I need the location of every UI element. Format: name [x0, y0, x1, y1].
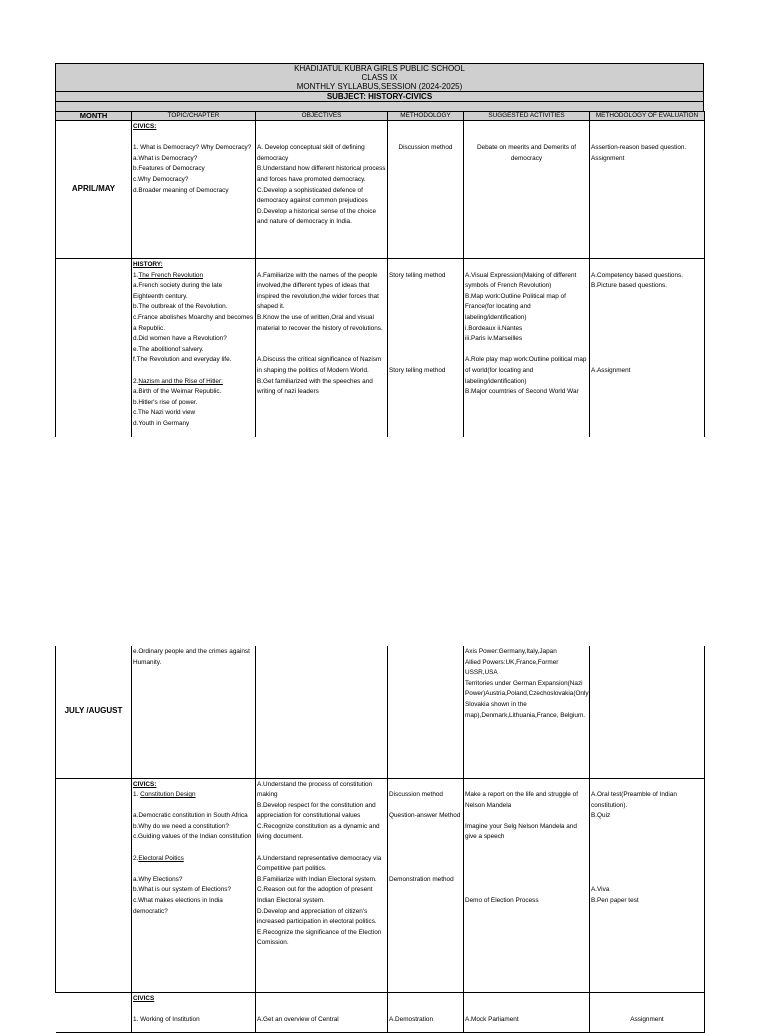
school-name: KHADIJATUL KUBRA GIRLS PUBLIC SCHOOL: [294, 64, 465, 73]
activities-cell: [464, 646, 590, 778]
activity-text: Debate on meerits and Demerits of democracy: [476, 144, 578, 162]
col-activities: SUGGESTED ACTIVITIES: [464, 112, 590, 121]
methodology-cell: [388, 646, 464, 778]
topic-item: d.Broader meaning of Democracy: [133, 186, 229, 194]
evaluation-item: B.Pen paper test: [591, 897, 639, 905]
col-objectives: OBJECTIVES: [256, 112, 388, 121]
month-july-august: JULY /AUGUST: [56, 646, 132, 778]
topic-item: a.Democratic constitution in South Africa: [133, 812, 248, 820]
subject-title: SUBJECT: HISTORY-CIVICS: [56, 91, 703, 101]
objective-item: B.Familiarize with Indian Electoral system.: [257, 875, 377, 883]
topic-title: 1. What is Democracy? Why Democracy?: [133, 144, 252, 152]
evaluation-item: A.Assignment: [591, 366, 631, 374]
evaluation-cell: [590, 121, 705, 259]
objective-item: B.Develop respect for the constitution and appreciation for constitutional values: [257, 801, 380, 820]
topic-item: a.French society during the late Eighteenth century.: [133, 282, 224, 300]
activity-item: Make a report on the life and struggle of Nelson Mandela: [465, 791, 580, 809]
methodology-cell: [388, 992, 464, 1032]
header-spacer: [56, 101, 703, 111]
activity-item: Axis Power:Germany,Italy,Japan: [465, 648, 557, 655]
topic-item: c.What makes elections in India democratic?: [133, 897, 225, 915]
table-row-nazi-continued: [56, 646, 705, 778]
objective-item: E.Recognize the significance of the Election Comission.: [257, 928, 384, 947]
activity-item: B.Major coumtries of Second World War: [465, 388, 579, 396]
activities-cell: [464, 121, 590, 259]
methodology-text: A.Demostration: [389, 1015, 434, 1023]
evaluation-item: A.Oral test(Preamble of Indian constitution).: [591, 791, 679, 809]
topic-cell: [132, 778, 256, 992]
objective-item: A.Get an overview of Central: [257, 1015, 339, 1023]
month-empty: [56, 992, 132, 1032]
objective-item: C.Recognize constitution as a dynamic and living document.: [257, 822, 382, 841]
activity-item: Territories under German Expansion(Nazi Power)Austria,Poland,Czechoslovakia(Only Slovakia shown in the map),Denmark,Lithuania,France, Belgium.: [465, 679, 591, 719]
objective-item: C.Develop a sophisticated defence of democracy against common prejudices: [257, 186, 368, 205]
methodology-cell: [388, 121, 464, 259]
topic-item: d.Did women have a Revolution?: [133, 335, 227, 343]
civics-label: CIVICS:: [133, 780, 157, 788]
month-empty: [56, 778, 132, 992]
col-methodology: METHODOLOGY: [388, 112, 464, 121]
objective-item: A.Discuss the critical significance of Nazism in shaping the politics of Modern World.: [257, 356, 384, 374]
syllabus-title: MONTHLY SYLLABUS,SESSION (2024-2025): [296, 82, 463, 91]
month-april-may: APRIL/MAY: [56, 121, 132, 259]
activity-item: Allied Powers:UK,France,Former USSR,USA: [465, 658, 561, 677]
topic-number: 2.: [133, 854, 139, 862]
evaluation-cell: [590, 646, 705, 778]
topic-item: b.Why do we need a constitution?: [133, 822, 229, 830]
topic-item: b.Hitler's rise of power.: [133, 398, 198, 406]
topic-item: e.Ordinary people and the crimes against Humanity.: [133, 648, 252, 666]
objectives-cell: [256, 992, 388, 1032]
activity-item: Demo of Election Process: [465, 897, 539, 905]
evaluation-item: Assignment: [591, 154, 625, 162]
evaluation-item: Assignment: [630, 1015, 664, 1023]
evaluation-cell: [590, 778, 705, 992]
topic-title: Constitution Design: [140, 791, 196, 799]
methodology-text: Question-answer Method: [389, 812, 461, 820]
evaluation-item: B.Picture based questions.: [591, 282, 668, 290]
objective-item: D.Develop and appreciation of citizen's increased participation in electoral politics.: [257, 907, 377, 926]
col-topic: TOPIC/CHAPTER: [132, 112, 256, 121]
topic-title: Electoral Poitics: [138, 854, 184, 862]
topic-cell: [132, 121, 256, 259]
civics-label: CIVICS:: [133, 123, 157, 130]
evaluation-cell: [590, 259, 705, 437]
topic-number: 1.: [133, 271, 139, 279]
objective-item: B.Know the use of written,Oral and visual material to recover the history of revolutions.: [257, 313, 383, 332]
objective-item: A. Develop conceptual skill of defining democracy: [257, 144, 367, 162]
objective-item: C.Reason out for the adoption of present Indian Electoral system.: [257, 886, 375, 905]
objective-item: B.Get familiarized with the speeches and writing of nazi leaders: [257, 377, 375, 396]
objective-item: A.Familiarize with the names of the people involved,the different types of ideas that inspired the revolution,the wider forces that shaped it.: [257, 271, 381, 311]
topic-item: a.What is Democracy?: [133, 154, 198, 162]
objectives-cell: [256, 259, 388, 437]
objective-item: A.Understand representative democracy via Competitive part politics.: [257, 854, 384, 873]
topic-cell: [132, 259, 256, 437]
col-evaluation: METHODOLOGY OF EVALUATION: [590, 112, 705, 121]
table-row-history: [56, 259, 705, 437]
methodology-text: Discussion method: [398, 144, 453, 152]
objectives-cell: [256, 646, 388, 778]
topic-item: c.France abolishes Moarchy and becomes a Republic.: [133, 313, 255, 332]
objective-item: A.Understand the process of constitution making: [257, 780, 374, 799]
topic-item: f.The Revolution and everyday life.: [133, 356, 232, 364]
methodology-text: Story telling method: [389, 366, 446, 374]
col-month: MONTH: [56, 112, 132, 121]
activity-item: iii.Paris iv.Marseilles: [465, 335, 523, 343]
column-header-row: [56, 112, 705, 121]
activities-cell: [464, 778, 590, 992]
methodology-cell: [388, 778, 464, 992]
table-row-civics-institution: [56, 992, 705, 1032]
methodology-text: Story telling method: [389, 271, 446, 279]
topic-item: c.Guiding values of the Indian constitution: [133, 833, 252, 841]
history-label: HISTORY:: [133, 261, 163, 268]
objectives-cell: [256, 121, 388, 259]
topic-item: a.Birth of the Weimar Republic.: [133, 388, 222, 396]
evaluation-item: Assertion-reason based question.: [591, 144, 687, 152]
methodology-text: Demonstration method: [389, 875, 454, 883]
topic-item: c.The Nazi world view: [133, 409, 196, 417]
topic-item: b.What is our system of Elections?: [133, 886, 232, 894]
activities-cell: [464, 992, 590, 1032]
methodology-text: Discussion method: [389, 791, 443, 799]
civics-label: CIVICS: [133, 994, 155, 1002]
topic-item: a.Why Elections?: [133, 875, 183, 883]
activity-item: Imagine your Selg Nelson Mandela and give a speech: [465, 822, 579, 841]
activity-item: A.Role play map work:Outline political map of world(for locating and labeling/identification): [465, 356, 589, 385]
class-name: CLASS IX: [361, 73, 398, 82]
syllabus-table-page-1: [55, 111, 705, 437]
month-empty: [56, 259, 132, 437]
topic-number: 2.: [133, 377, 139, 385]
evaluation-item: B.Quiz: [591, 812, 611, 820]
topic-cell: [132, 646, 256, 778]
activity-item: A.Visual Expression(Making of different symbols of French Revolution): [465, 271, 579, 290]
activity-item: A.Mock Parliament: [465, 1015, 519, 1023]
topic-item: b.Features of Democracy: [133, 165, 205, 173]
topic-title: Nazism and the Rise of Hitler:: [138, 377, 223, 385]
objective-item: B.Understand how different historical process and forces have promoted democracy.: [257, 165, 388, 183]
methodology-cell: [388, 259, 464, 437]
table-row-civics-constitution: [56, 778, 705, 992]
evaluation-cell: [590, 992, 705, 1032]
page-2: [55, 646, 704, 1033]
topic-item: e.The abolitionof salvery.: [133, 345, 204, 353]
topic-title: The French Revolution: [138, 271, 203, 279]
topic-item: c.Why Democracy?: [133, 175, 189, 183]
table-row-civics-democracy: [56, 121, 705, 259]
page-1: [55, 63, 704, 437]
objectives-cell: [256, 778, 388, 992]
activity-item: i.Bordeaux ii.Nantes: [465, 324, 523, 332]
topic-title: 1. Working of Institution: [133, 1015, 200, 1023]
topic-item: b.The outbreak of the Revolution.: [133, 303, 228, 311]
topic-cell: [132, 992, 256, 1032]
objective-item: D.Develop a historical sense of the choice and nature of democracy in India.: [257, 207, 378, 226]
activity-item: B.Map work:Outline Political map of France(for locating and labeling/identification): [465, 292, 568, 321]
evaluation-item: A.Viva: [591, 886, 610, 894]
syllabus-table-page-2: [55, 646, 705, 1033]
document-header: [55, 63, 704, 111]
activities-cell: [464, 259, 590, 437]
topic-item: d.Youth in Germany: [133, 419, 190, 427]
evaluation-item: A.Competency based questions.: [591, 271, 684, 279]
topic-number: 1.: [133, 791, 139, 799]
